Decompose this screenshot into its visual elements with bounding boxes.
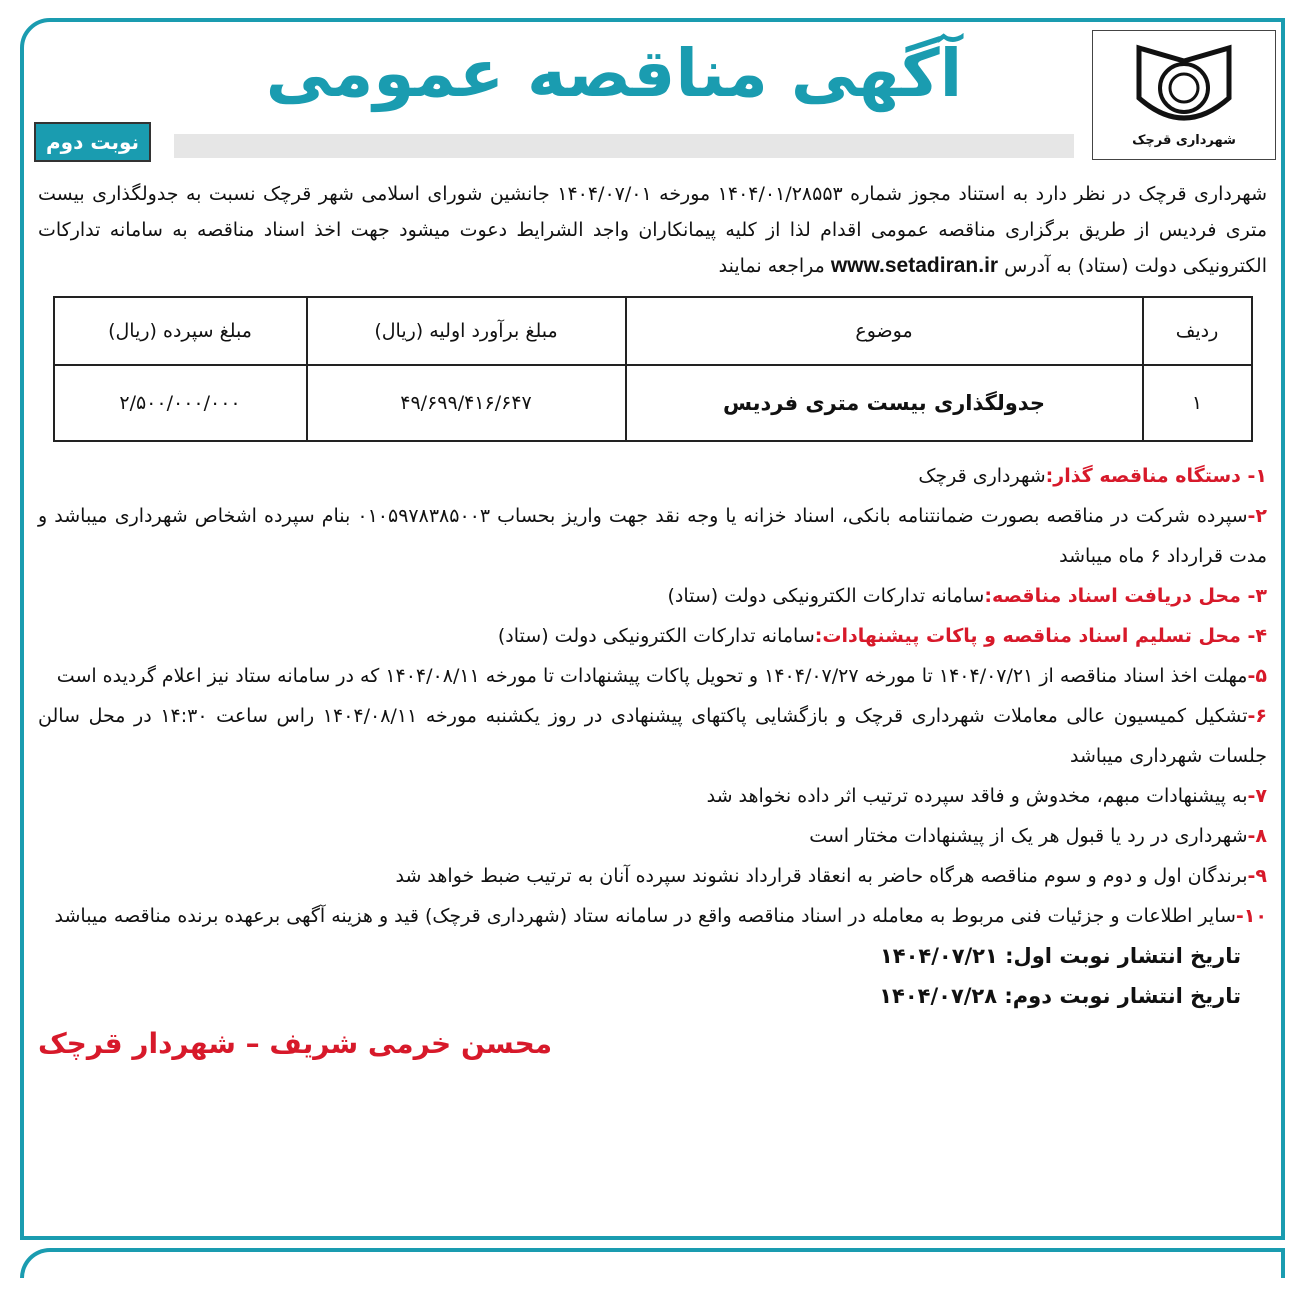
col-deposit: مبلغ سپرده (ریال) [54, 297, 307, 365]
item-label: ۹- [1247, 865, 1267, 887]
col-row-number: ردیف [1143, 297, 1252, 365]
cell-row-number: ۱ [1143, 365, 1252, 441]
item-label: ۸- [1247, 825, 1267, 847]
header-band [174, 134, 1074, 158]
table-header-row [54, 297, 1252, 365]
notice-content [24, 170, 1281, 1066]
item-label: ۶- [1247, 705, 1267, 727]
logo-text: شهرداری قرچک [1132, 132, 1236, 148]
list-item [38, 776, 1267, 816]
municipality-logo [1092, 30, 1276, 160]
col-subject: موضوع [626, 297, 1143, 365]
list-item [38, 496, 1267, 576]
list-item [38, 656, 1267, 696]
page-title: آگهی مناقصه عمومی [265, 35, 963, 112]
cell-deposit: ۲/۵۰۰/۰۰۰/۰۰۰ [54, 365, 307, 441]
list-item [38, 616, 1267, 656]
item-text: سامانه تدارکات الکترونیکی دولت (ستاد) [667, 585, 985, 607]
emblem-icon [1129, 43, 1239, 129]
item-label: ۱۰- [1235, 905, 1267, 927]
publish-date-second: تاریخ انتشار نوبت دوم: ۱۴۰۴/۰۷/۲۸ [879, 984, 1241, 1008]
next-notice-frame [20, 1248, 1285, 1278]
list-item [38, 856, 1267, 896]
publish-date-first: تاریخ انتشار نوبت اول: ۱۴۰۴/۰۷/۲۱ [879, 944, 1241, 968]
signature: محسن خرمی شریف – شهردار قرچک [38, 1027, 553, 1060]
intro-text-end: مراجعه نمایند [718, 255, 825, 277]
cell-estimate: ۴۹/۶۹۹/۴۱۶/۶۴۷ [307, 365, 626, 441]
edition-badge: نوبت دوم [34, 122, 151, 162]
list-item [38, 816, 1267, 856]
list-item [38, 696, 1267, 776]
item-text: سایر اطلاعات و جزئیات فنی مربوط به معامله در اسناد مناقصه واقع در سامانه ستاد (شهرداری قرچک) قید و هزینه آگهی برعهده برنده مناقصه میباشد [54, 905, 1236, 927]
item-text: مهلت اخذ اسناد مناقصه از ۱۴۰۴/۰۷/۲۱ تا مورخه ۱۴۰۴/۰۷/۲۷ و تحویل پاکات پیشنهادات تا مورخه ۱۴۰۴/۰۸/۱۱ که در سامانه ستاد نیز اعلام گردیده است [56, 665, 1248, 687]
website-link[interactable]: www.setadiran.ir [830, 254, 999, 277]
item-text: به پیشنهادات مبهم، مخدوش و فاقد سپرده ترتیب اثر داده نخواهد شد [706, 785, 1248, 807]
item-text: تشکیل کمیسیون عالی معاملات شهرداری قرچک و بازگشایی پاکتهای پیشنهادی در روز یکشنبه مورخه ۱۴۰۴/۰۸/۱۱ راس ساعت ۱۴:۳۰ در محل سالن جلسات شهرداری میباشد [38, 705, 1267, 767]
table-row [54, 365, 1252, 441]
item-label: ۵- [1247, 665, 1267, 687]
list-item [38, 576, 1267, 616]
item-text: سپرده شرکت در مناقصه بصورت ضمانتنامه بانکی، اسناد خزانه یا وجه نقد جهت واریز بحساب ۰۱۰۵۹۷۸۳۸۵۰۰۳ بنام سپرده اشخاص شهرداری میباشد و مدت قرارداد ۶ ماه میباشد [38, 505, 1267, 567]
item-label: ۴- محل تسلیم اسناد مناقصه و پاکات پیشنهادات: [814, 625, 1267, 647]
item-label: ۲- [1247, 505, 1267, 527]
notice-frame [20, 18, 1285, 1240]
item-text: شهرداری در رد یا قبول هر یک از پیشنهادات مختار است [809, 825, 1248, 847]
conditions-list [38, 456, 1267, 1016]
tender-table [53, 296, 1253, 442]
item-label: ۷- [1247, 785, 1267, 807]
list-item [38, 456, 1267, 496]
col-estimate: مبلغ برآورد اولیه (ریال) [307, 297, 626, 365]
item-label: ۱- دستگاه مناقصه گذار: [1045, 465, 1267, 487]
item-label: ۳- محل دریافت اسناد مناقصه: [984, 585, 1267, 607]
item-text: شهرداری قرچک [918, 465, 1046, 487]
item-text: سامانه تدارکات الکترونیکی دولت (ستاد) [497, 625, 815, 647]
intro-paragraph [38, 176, 1267, 284]
intro-text: شهرداری قرچک در نظر دارد به استناد مجوز شماره ۱۴۰۴/۰۱/۲۸۵۵۳ مورخه ۱۴۰۴/۰۷/۰۱ جانشین شورای اسلامی شهر قرچک نسبت به جدولگذاری بیست متری فردیس از طریق برگزاری مناقصه عمومی اقدام لذا از کلیه پیمانکاران واجد الشرایط دعوت میشود جهت اخذ اسناد مناقصه به سامانه تدارکات الکترونیکی دولت (ستاد) به آدرس [38, 183, 1267, 277]
item-text: برندگان اول و دوم و سوم مناقصه هرگاه حاضر به انعقاد قرارداد نشوند سپرده آنان به ترتیب ضبط خواهد شد [395, 865, 1248, 887]
cell-subject: جدولگذاری بیست متری فردیس [626, 365, 1143, 441]
list-item [38, 896, 1267, 936]
notice-header [24, 22, 1281, 170]
